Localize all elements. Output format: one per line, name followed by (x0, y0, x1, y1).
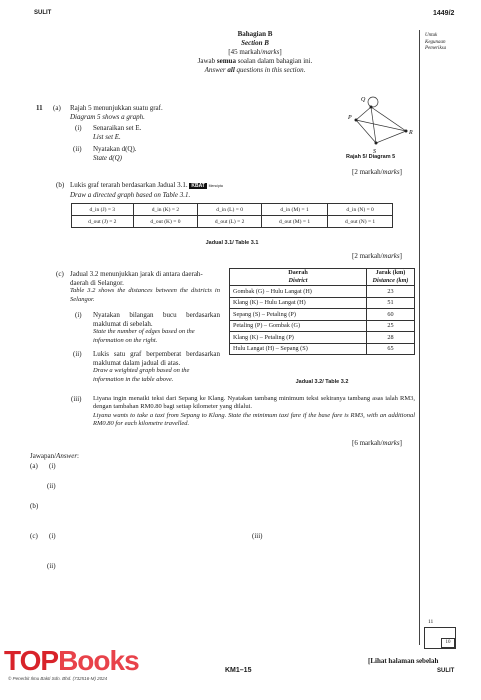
page-code: KM1–15 (225, 667, 252, 674)
answer-heading: Jawapan/Answer: (30, 452, 79, 460)
degree-table (71, 203, 393, 228)
table-row: Petaling (P) – Gombak (G) 25 (230, 320, 415, 332)
margin-note: Untuk Kegunaan Pemeriksa (425, 33, 447, 51)
part-a-label: (a) (53, 104, 61, 112)
kbat-subtitle: Mencipta (208, 184, 223, 188)
part-a-marks: [2 markah/marks] (352, 168, 402, 176)
answer-b-label: (b) (30, 502, 39, 510)
answer-ai-label: (i) (49, 462, 56, 470)
answer-aii-label: (ii) (47, 482, 56, 490)
part-c-marks: [6 markah/marks] (352, 439, 402, 447)
footer-sulit: SULIT (437, 668, 455, 674)
section-instruction-en: Answer all questions in this section. (204, 66, 306, 74)
distance-header-row (230, 269, 415, 286)
answer-a-label: (a) (30, 462, 38, 470)
part-ai-text: Senaraikan set E. List set E. (93, 124, 142, 141)
degree-row-out (72, 216, 393, 228)
examiner-score-box[interactable] (424, 627, 456, 649)
graph-loop-q (368, 97, 378, 107)
section-instruction-ms: Jawab semua soalan dalam bahagian ini. (197, 57, 313, 65)
degree-cell: d_in (N) = 0 (328, 204, 393, 216)
graph-label-s: S (373, 149, 376, 154)
table-3-2-caption: Jadual 3.2/ Table 3.2 (295, 379, 349, 385)
topbooks-logo: TOPBooks (4, 645, 139, 676)
diagram-5-graph (318, 94, 418, 154)
table-row: Gombak (G) – Hulu Langat (H) 23 (230, 286, 415, 298)
part-cii-text: Lukis satu graf berpemberat berdasarkan maklumat dalam jadual di atas. Draw a weighted graph based on the information in the table above. (93, 350, 220, 383)
part-ci-text: Nyatakan bilangan bucu berdasarkan maklumat di sebelah. State the number of edges based on the information on the right. (93, 311, 220, 344)
part-cii-label: (ii) (73, 350, 82, 358)
graph-label-p: P (348, 115, 352, 121)
table-row: Sepang (S) – Petaling (P) 60 (230, 309, 415, 321)
section-heading (120, 30, 390, 75)
degree-row-in (72, 204, 393, 216)
graph-vertex-r (405, 130, 408, 133)
degree-cell: d_out (J) = 2 (72, 216, 134, 228)
part-c-stem: Jadual 3.2 menunjukkan jarak di antara daerah-daerah di Selangor. Table 3.2 shows the distances between the districts in Selangor. (70, 270, 220, 303)
part-ai-label: (i) (75, 124, 82, 132)
kbat-badge: KBAT (191, 183, 205, 189)
part-c-label: (c) (56, 270, 64, 278)
diagram-5-caption: Rajah 5/ Diagram 5 (346, 154, 396, 160)
copyright-text: © Penerbit Ilmu Bakti Sdn. Bhd. (732516-M) 2024 (8, 676, 108, 681)
table-row: Klang (K) – Petaling (P) 28 (230, 332, 415, 344)
graph-label-q: Q (361, 97, 366, 103)
degree-cell: d_out (M) = 1 (261, 216, 327, 228)
degree-cell: d_in (J) = 3 (72, 204, 134, 216)
degree-cell: d_out (L) = 2 (198, 216, 262, 228)
examiner-total-box: 10 (441, 638, 455, 648)
graph-vertex-s (375, 142, 378, 145)
part-ci-label: (i) (75, 311, 82, 319)
answer-ci-label: (i) (49, 532, 56, 540)
part-aii-text: Nyatakan d(Q). State d(Q) (93, 145, 137, 162)
graph-edge-qp (356, 107, 371, 120)
part-ciii-text: Liyana ingin menaiki teksi dari Sepang ke Klang. Nyatakan tambang minimum teksi sekiranya tambang asas ialah RM3, dengan tambahan RM0.80 bagi setiap kilometer yang dilalui. Liyana wants to take a taxi from Sepang to Klang. State the minimum taxi fare if the base fare is RM3, with an additional RM0.80 for each kilometre travelled. (93, 395, 415, 427)
distance-table (229, 268, 415, 355)
examiner-question-number: 11 (428, 619, 434, 625)
part-aii-label: (ii) (73, 145, 82, 153)
degree-cell: d_out (N) = 1 (328, 216, 393, 228)
header-distance: Jarak (km) Distance (km) (367, 269, 415, 286)
part-a-stem: Rajah 5 menunjukkan suatu graf. Diagram 5 shows a graph. (70, 104, 163, 121)
answer-ciii-label: (iii) (252, 532, 263, 540)
part-b-marks: [2 markah/marks] (352, 252, 402, 260)
header-district: Daerah District (230, 269, 367, 286)
answer-cii-label: (ii) (47, 562, 56, 570)
examiner-margin-line (419, 30, 420, 645)
part-b-label: (b) (56, 181, 65, 189)
question-number: 11 (36, 104, 43, 112)
header-paper-code: 1449/2 (433, 10, 455, 17)
degree-cell: d_out (K) = 0 (133, 216, 198, 228)
section-title-en: Section B (241, 39, 269, 47)
section-title-ms: Bahagian B (237, 30, 273, 38)
table-row: Hulu Langat (H) – Sepang (S) 65 (230, 343, 415, 355)
degree-cell: d_in (K) = 2 (133, 204, 198, 216)
part-b-text: Lukis graf terarah berdasarkan Jadual 3.1. KBAT Mencipta Draw a directed graph based on Table 3.1. (70, 181, 223, 199)
answer-c-label: (c) (30, 532, 38, 540)
table-row: Klang (K) – Hulu Langat (H) 51 (230, 297, 415, 309)
degree-cell: d_in (L) = 0 (198, 204, 262, 216)
part-ciii-label: (iii) (71, 395, 82, 403)
graph-edge-sr (376, 131, 406, 143)
table-3-1-caption: Jadual 3.1/ Table 3.1 (205, 240, 259, 246)
next-page-note: [Lihat halaman sebelah (368, 657, 439, 665)
graph-label-r: R (409, 130, 413, 136)
header-sulit: SULIT (34, 10, 52, 16)
section-marks: [45 markah/marks] (228, 48, 282, 56)
graph-vertex-q (370, 106, 373, 109)
graph-vertex-p (355, 119, 358, 122)
degree-cell: d_in (M) = 1 (261, 204, 327, 216)
